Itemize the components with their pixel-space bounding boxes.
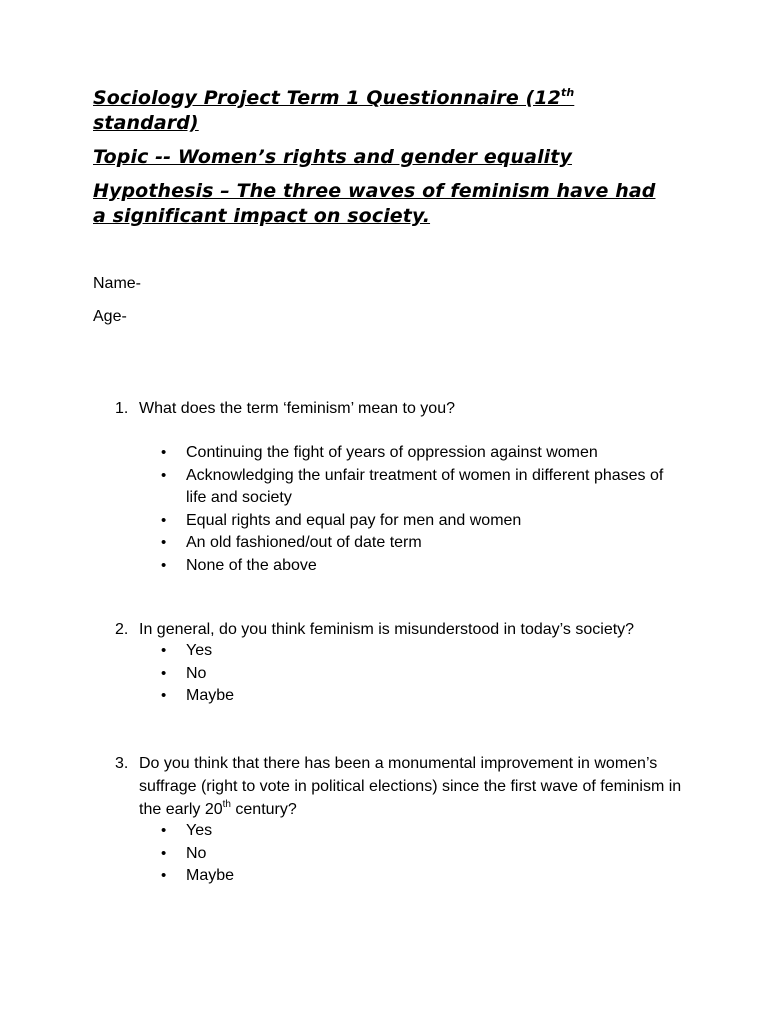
bullet-icon: • xyxy=(161,844,167,862)
bullet-icon: • xyxy=(161,444,167,461)
option-item xyxy=(160,640,680,663)
question-3-options xyxy=(160,820,680,888)
question-2 xyxy=(115,618,685,641)
age-field-label: Age- xyxy=(93,308,127,325)
question-text: What does the term ‘feminism’ mean to you? xyxy=(139,400,455,417)
option-label: No xyxy=(186,664,207,682)
option-item xyxy=(160,555,680,578)
bullet-icon: • xyxy=(161,664,167,682)
question-text: In general, do you think feminism is misunderstood in today’s society? xyxy=(139,621,635,638)
option-item xyxy=(160,465,680,510)
option-item xyxy=(160,532,680,555)
bullet-icon: • xyxy=(161,534,167,552)
option-label: Yes xyxy=(186,822,213,839)
topic-heading: Topic -- Women’s rights and gender equality xyxy=(93,146,572,168)
question-text-end: century? xyxy=(230,801,297,818)
option-label: Yes xyxy=(186,642,213,659)
option-label: Acknowledging the unfair treatment of women in different phases of life and society xyxy=(186,466,664,507)
option-label: None of the above xyxy=(186,556,317,574)
question-1-options xyxy=(160,442,680,578)
option-item xyxy=(160,442,680,465)
question-number: 2. xyxy=(115,621,129,638)
bullet-icon: • xyxy=(161,687,167,705)
option-item xyxy=(160,685,680,708)
bullet-icon: • xyxy=(161,642,167,659)
option-label: Maybe xyxy=(186,867,235,885)
name-field-label: Name- xyxy=(93,275,142,292)
bullet-icon: • xyxy=(161,466,167,484)
bullet-icon: • xyxy=(161,511,167,529)
option-label: An old fashioned/out of date term xyxy=(186,534,422,552)
option-item xyxy=(160,510,680,533)
question-1 xyxy=(115,397,685,420)
option-label: Equal rights and equal pay for men and women xyxy=(186,511,522,529)
option-label: Maybe xyxy=(186,687,235,705)
hypothesis-heading: Hypothesis – The three waves of feminism have had a significant impact on society. xyxy=(93,180,656,227)
bullet-icon: • xyxy=(161,867,167,885)
document-title xyxy=(93,86,673,136)
title-text: Sociology Project Term 1 Questionnaire (12 xyxy=(93,87,561,109)
option-item xyxy=(160,663,680,686)
option-label: Continuing the fight of years of oppression against women xyxy=(186,444,598,461)
bullet-icon: • xyxy=(161,822,167,839)
bullet-icon: • xyxy=(161,556,167,574)
title-text-end: standard) xyxy=(93,112,199,134)
question-text-main: Do you think that there has been a monumental improvement in women’s suffrage (right to vote in political elections) since the first wave of feminism in the early 20 xyxy=(139,755,682,818)
question-number: 3. xyxy=(115,755,129,772)
option-item xyxy=(160,820,680,843)
option-item xyxy=(160,865,680,888)
question-text xyxy=(139,752,685,821)
question-text-superscript: th xyxy=(222,799,231,810)
option-item xyxy=(160,843,680,866)
title-superscript: th xyxy=(560,86,575,99)
question-number: 1. xyxy=(115,400,129,417)
question-3 xyxy=(115,752,685,821)
option-label: No xyxy=(186,844,207,862)
question-2-options xyxy=(160,640,680,708)
